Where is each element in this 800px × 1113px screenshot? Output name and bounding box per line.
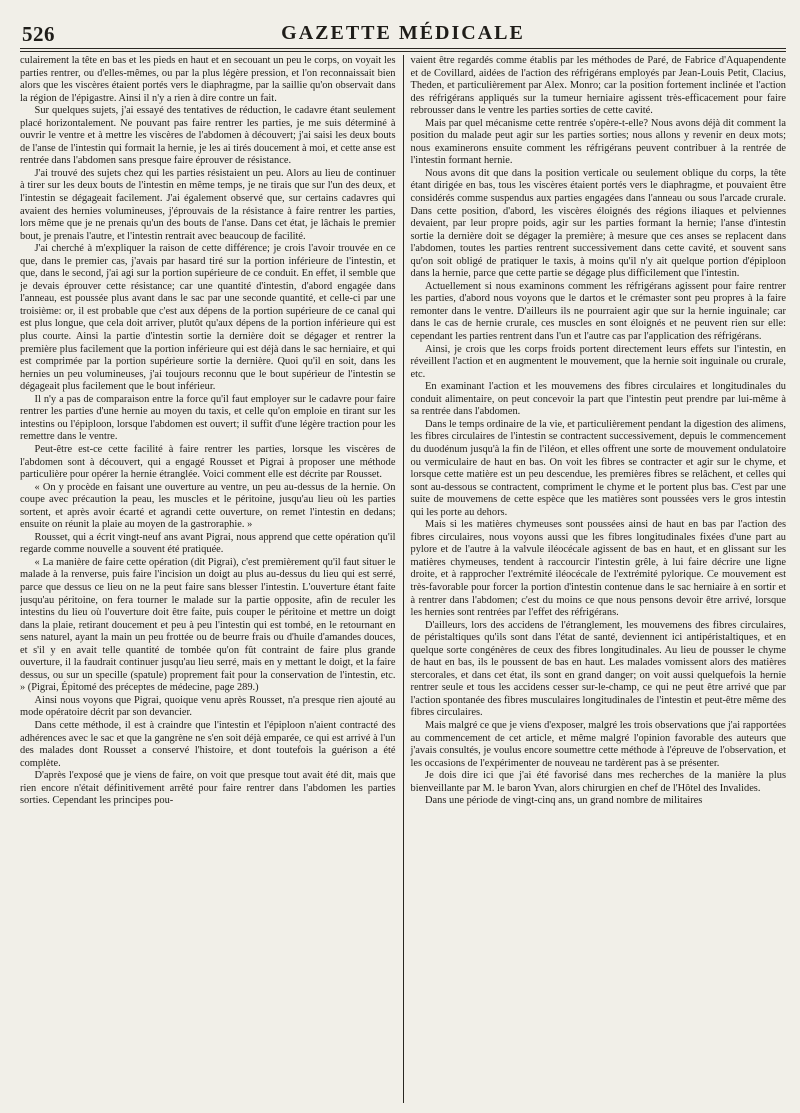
header-rule-bottom — [20, 51, 786, 52]
paragraph: Ainsi nous voyons que Pigrai, quoique venu après Rousset, n'a presque rien ajouté au mode opératoire décrit par son devancier. — [20, 694, 396, 719]
paragraph: D'ailleurs, lors des accidens de l'étranglement, les mouvemens des fibres circulaires, de péristaltiques qu'ils sont dans l'état de santé, deviennent ici antipéristaltiques, et en quelque sorte congénères de ceux des fibres longitudinales. Au lieu de pousser le chyme de haut en bas, ils le poussent de bas en haut. Les malades vomissent alors des matières stercorales, et dans cet état, ils sont en grand danger; on voit aussi quelquefois la hernie rentrer seule et tous les accidens cesser sur-le-champ, ce qui ne peut être arrivé que par l'action spontanée des fibres musculaires longitudinales de l'intestin et peut-être même des fibres circulaires. — [410, 619, 786, 719]
quote-paragraph: « On y procède en faisant une ouverture au ventre, un peu au-dessus de la hernie. On coupe avec précaution la peau, les muscles et le péritoine, jusqu'au lieu où les parties sortent, et après avoir écarté et agrandi cette ouverture, on remet l'intestin en dedans; ensuite on réunit la plaie au moyen de la gastroraphie. » — [20, 481, 396, 531]
paragraph: culairement la tête en bas et les pieds en haut et en secouant un peu le corps, on voyait les parties rentrer, ou d'elles-mêmes, ou par la plus légère pression, et l'on reconnaissait bien alors que les viscères étaient portés vers le diaphragme, par la saillie qu'on observait dans la région de l'épigastre. Ainsi il n'y a rien à dire contre un fait. — [20, 55, 396, 104]
paragraph: Dans le temps ordinaire de la vie, et particulièrement pendant la digestion des alimens, les fibres circulaires de l'intestin se contractent successivement, depuis le commencement du duodénum jusqu'à la fin de l'iléon, et elles offrent une sorte de mouvement ondulatoire ou vermiculaire de haut en bas. On voit les fibres se contracter et agir sur le chyme, et lorsque cette matière est un peu descendue, les premières fibres se relâchent, et celles qui sont au-dessous se contractent, compriment le chyme et le portent plus bas. C'est par une suite de mouvemens de cette espèce que les matières sont poussées vers le gros intestin qui les porte au dehors. — [410, 418, 786, 518]
paragraph: Mais par quel mécanisme cette rentrée s'opère-t-elle? Nous avons déjà dit comment la position du malade peut agir sur les parties sorties; nous allons y revenir en deux mots; nous examinerons ensuite comment les réfrigérans peuvent contribuer à la rentrée de l'intestin formant hernie. — [410, 117, 786, 167]
paragraph: Dans cette méthode, il est à craindre que l'intestin et l'épiploon n'aient contracté des adhérences avec le sac et que la gangrène ne s'en soit déjà emparée, ce qui est arrivé à l'un des malades dont Rousset a conservé l'histoire, et dont toutefois la guérison a été complète. — [20, 719, 396, 769]
paragraph: En examinant l'action et les mouvemens des fibres circulaires et longitudinales du conduit alimentaire, on peut concevoir la part que l'intestin peut prendre par lui-même à sa rentrée dans l'abdomen. — [410, 381, 786, 418]
paragraph: J'ai cherché à m'expliquer la raison de cette différence; je crois l'avoir trouvée en ce que, dans le premier cas, j'avais par hasard tiré sur la portion inférieure de l'intestin, et que, dans le second, j'ai agi sur la portion supérieure de ce conduit. En effet, il semble que je devais éprouver cette résistance; car une quantité d'intestin, d'abord engagée dans l'anneau, est poussée plus avant dans le sac par une seconde quantité, et celle-ci par une troisième: or, il est probable que c'est aux dépens de la portion supérieure de ce canal qui est plus longue, que cela doit arriver, plutôt qu'aux dépens de la portion inférieure qui est plus courte. Ainsi la partie d'intestin sortie la dernière doit se dégager et rentrer la première plus facilement que la portion inférieure qui est déjà dans le sac herniaire, et qui est comprimée par la portion supérieure sortie la dernière. Quoi qu'il en soit, dans les hernies un peu volumineuses, j'ai toujours reconnu que le bout supérieur de l'intestin se dégageait plus facilement que le bout inférieur. — [20, 243, 396, 393]
paragraph: Actuellement si nous examinons comment les réfrigérans agissent pour faire rentrer les parties, d'abord nous voyons que le dartos et le crémaster sont peu propres à la faire remonter dans le ventre. D'ailleurs ils ne pourraient agir que sur la hernie inguinale; car dans le cas de hernie crurale, ces muscles en sont éloignés et ne peuvent rien sur elle: cependant les parties rentrent dans l'un et l'autre cas par l'application des réfrigérans. — [410, 280, 786, 343]
paragraph: Ainsi, je crois que les corps froids portent directement leurs effets sur l'intestin, en réveillent l'action et en augmentent le mouvement, que la hernie soit inguinale ou crurale, etc. — [410, 343, 786, 380]
journal-title: GAZETTE MÉDICALE — [281, 22, 525, 44]
quote-paragraph: « La manière de faire cette opération (dit Pigrai), c'est premièrement qu'il faut situer le malade à la renverse, puis faire l'incision un doigt au plus au-dessus du lieu qui est serré, parce que dessus ce lieu on ne la peut faire sans blesser l'intestin. L'ouverture étant faite jusqu'au péritoine, on fera tourner le malade sur la partie opposite, afin de reculer les intestins du lieu où l'ouverture doit être faite, puis couper le péritoine et mettre un doigt dans la plaie, retirant doucement et peu à peu l'intestin qui est tombé, en le retournant en sens naturel, ayant la main un peu frottée ou de beurre frais ou d'huile d'amandes douces, et s'il y en avait telle quantité de tombée qu'on fût contraint de faire plus grande ouverture, il la faudrait continuer jusqu'au lieu serré, mais en y mettant le doigt, et la faire dessus, ou sur un specille (spatule) proprement fait pour la conservation de l'intestin, etc. » (Pigrai, Épitomé des préceptes de médecine, page 289.) — [20, 556, 396, 694]
paragraph: J'ai trouvé des sujets chez qui les parties résistaient un peu. Alors au lieu de continuer à tirer sur les deux bouts de l'intestin en même temps, je ne tirais que sur l'un des deux, et l'intestin se dégageait facilement. J'ai également observé que, sur certains cadavres qui avaient des hernies volumineuses, j'éprouvais de la résistance à faire rentrer les parties, lors même que je ne prenais qu'un des bouts de l'anse. Dans cet état, je lâchais le premier bout, je prenais l'autre, et l'intestin rentrait avec beaucoup de facilité. — [20, 167, 396, 242]
paragraph: Sur quelques sujets, j'ai essayé des tentatives de réduction, le cadavre étant seulement placé horizontalement. Ne pouvant pas faire rentrer les parties, je me suis déterminé à ouvrir le ventre et à mettre les viscères de l'abdomen à découvert; j'ai saisi les deux bouts de l'anse de l'intestin qui formait la hernie, je les ai tirés doucement à moi, et cette anse est rentrée dans l'abdomen sans presque faire éprouver de résistance. — [20, 105, 396, 167]
paragraph: Mais malgré ce que je viens d'exposer, malgré les trois observations que j'ai rapportées au commencement de cet article, et même malgré l'opinion favorable des auteurs que j'avais consultés, je voulus encore soumettre cette méthode à l'épreuve de l'observation, et les occasions de l'expérimenter de nouveau ne tardèrent pas à se présenter. — [410, 719, 786, 769]
paragraph: Nous avons dit que dans la position verticale ou seulement oblique du corps, la tête étant dirigée en bas, tous les viscères étaient portés vers le diaphragme, et pouvaient être considérés comme suspendus aux parties engagées dans l'anneau ou sous l'arcade crurale. Dans cette position, d'abord, les viscères éloignés des régions iliaques et pelviennes devaient, par leur propre poids, agir sur les parties formant la hernie; l'anse d'intestin sortie la dernière doit se dégager la première; à mesure que ces anses se replacent dans l'abdomen, toutes les parties rentrent successivement dans cette cavité, et souvent sans qu'on soit obligé de pratiquer le taxis, à moins qu'il n'y ait quelque portion d'épiploon dans la hernie, parce que cette partie se dégage plus difficilement que l'intestin. — [410, 167, 786, 280]
right-column — [403, 55, 787, 1103]
paragraph: Peut-être est-ce cette facilité à faire rentrer les parties, lorsque les viscères de l'abdomen sont à découvert, qui a engagé Rousset et Pigrai à proposer une méthode particulière pour opérer la hernie étranglée. Voici comment elle est décrite par Rousset. — [20, 443, 396, 481]
paragraph: Mais si les matières chymeuses sont poussées ainsi de haut en bas par l'action des fibres circulaires, nous voyons aussi que les fibres longitudinales fixées d'une part au pylore et de l'autre à la valvule iléocécale agissent de bas en haut, et en glissant sur les matières chymeuses, tendent à raccourcir l'intestin grêle, à lui faire décrire une ligne droite, et à rapprocher l'extrémité iléocécale de l'extrémité pylorique. Ce mouvement est très-favorable pour forcer la portion d'intestin contenue dans le sac herniaire à en sortir et à rentrer dans l'abdomen; c'est du moins ce que nous pensons devoir être arrivé, lorsque les hernies sont rentrées par l'effet des réfrigérans. — [410, 519, 786, 619]
text-columns — [20, 55, 786, 1103]
page-number: 526 — [22, 22, 55, 46]
page-header — [20, 8, 786, 48]
paragraph: D'après l'exposé que je viens de faire, on voit que presque tout avait été dit, mais que rien encore n'était définitivement arrêté pour faire rentrer dans l'abdomen les parties sorties. Cependant les principes pou- — [20, 770, 396, 807]
header-rule-top — [20, 48, 786, 49]
paragraph: vaient être regardés comme établis par les méthodes de Paré, de Fabrice d'Aquapendente et de Covillard, aidées de l'action des réfrigérans employés par Jean-Louis Petit, Clacius, Theden, et particulièrement par Alex. Monro; car la position fortement inclinée et l'action des réfrigérans appliqués sur la tumeur herniaire agissent très-efficacement pour faire rebrousser dans le ventre les parties sorties de cette cavité. — [410, 55, 786, 117]
paragraph: Je dois dire ici que j'ai été favorisé dans mes recherches de la manière la plus bienveillante par M. le baron Yvan, alors chirurgien en chef de l'Hôtel des Invalides. — [410, 770, 786, 794]
paragraph: Rousset, qui a écrit vingt-neuf ans avant Pigrai, nous apprend que cette opération qu'il regarde comme nouvelle a souvent été pratiquée. — [20, 531, 396, 556]
paragraph: Dans une période de vingt-cinq ans, un grand nombre de militaires — [425, 795, 703, 807]
paragraph: Il n'y a pas de comparaison entre la force qu'il faut employer sur le cadavre pour faire rentrer les parties d'une hernie au moyen du taxis, et celle qu'on emploie en tirant sur les intestins ou l'épiploon, lorsque l'abdomen est ouvert; il suffit d'une légère traction pour les remettre dans le ventre. — [20, 393, 396, 443]
left-column — [20, 55, 403, 1103]
